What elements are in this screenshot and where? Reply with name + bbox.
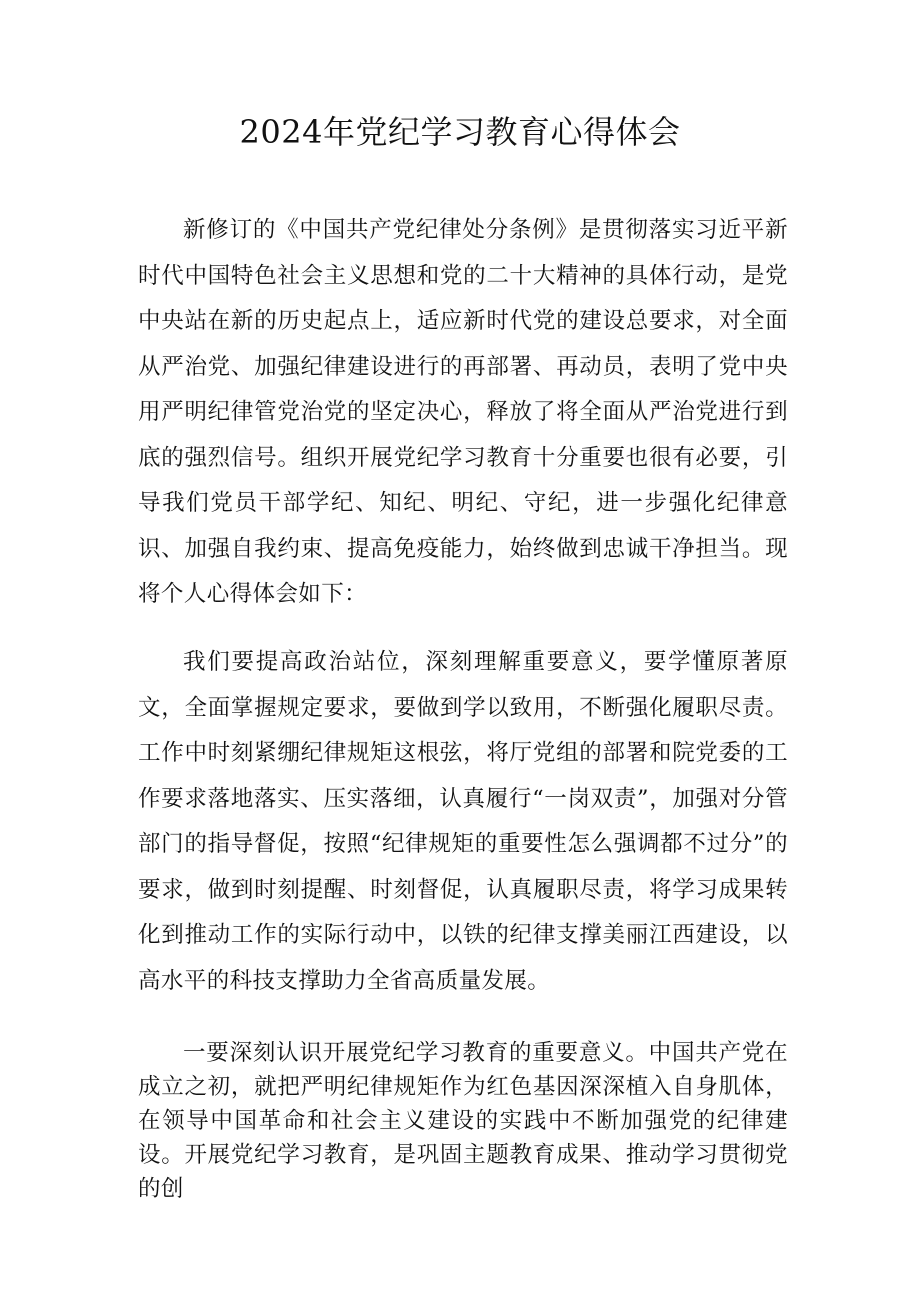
document-title: 2024年党纪学习教育心得体会 xyxy=(239,113,681,151)
paragraph-point-one: 一要深刻认识开展党纪学习教育的重要意义。中国共产党在成立之初，就把严明纪律规矩作为红色基因深深植入自身肌体，在领导中国革命和社会主义建设的实践中不断加强党的纪律建设。开展党纪学习教育，是巩固主题教育成果、推动学习贯彻党的创 xyxy=(138,1040,788,1202)
paragraph-intro: 新修订的《中国共产党纪律处分条例》是贯彻落实习近平新时代中国特色社会主义思想和党的二十大精神的具体行动，是党中央站在新的历史起点上，适应新时代党的建设总要求，对全面从严治党、加强纪律建设进行的再部署、再动员，表明了党中央用严明纪律管党治党的坚定决心，释放了将全面从严治党进行到底的强烈信号。组织开展党纪学习教育十分重要也很有必要，引导我们党员干部学纪、知纪、明纪、守纪，进一步强化纪律意识、加强自我约束、提高免疫能力，始终做到忠诚干净担当。现将个人心得体会如下： xyxy=(138,217,788,607)
paragraph-political-stance: 我们要提高政治站位，深刻理解重要意义，要学懂原著原文，全面掌握规定要求，要做到学以致用，不断强化履职尽责。工作中时刻紧绷纪律规矩这根弦，将厅党组的部署和院党委的工作要求落地落实、压实落细，认真履行“一岗双责”，加强对分管部门的指导督促，按照“纪律规矩的重要性怎么强调都不过分”的要求，做到时刻提醒、时刻督促，认真履职尽责，将学习成果转化到推动工作的实际行动中，以铁的纪律支撑美丽江西建设，以高水平的科技支撑助力全省高质量发展。 xyxy=(138,649,788,994)
